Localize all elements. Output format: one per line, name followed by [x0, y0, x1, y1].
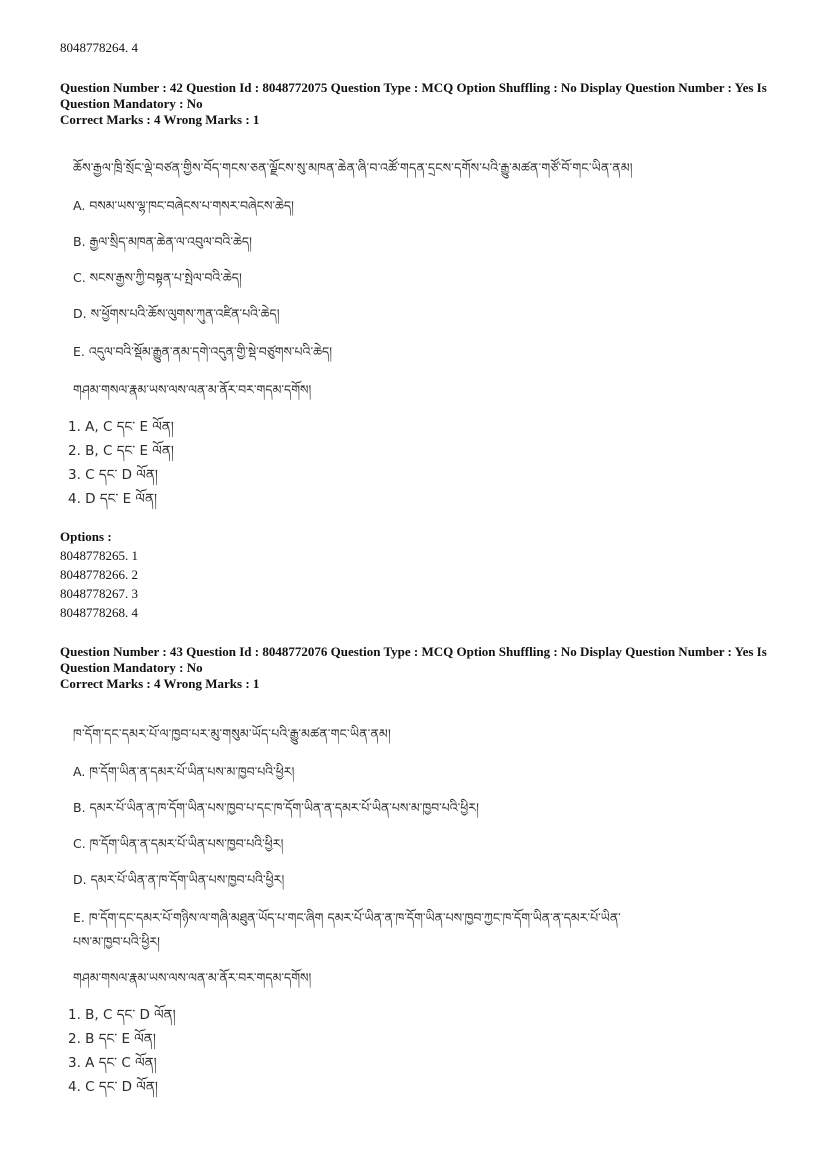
statement-b: B. རྒྱལ་སྲིད་མཁན་ཆེན་ལ་འབུལ་བའི་ཆེད།	[73, 234, 252, 249]
statement-a: A. ཁ་དོག་ཡིན་ན་དམར་པོ་ཡིན་པས་མ་ཁྱབ་པའི་ཕྱིར།	[73, 764, 295, 779]
statement-b: B. དམར་པོ་ཡིན་ན་ཁ་དོག་ཡིན་པས་ཁྱབ་པ་དང་ཁ་དོག་ཡིན་ན་དམར་པོ་ཡིན་པས་མ་ཁྱབ་པའི་ཕྱིར།	[73, 800, 479, 815]
statement-c: C. ཁ་དོག་ཡིན་ན་དམར་པོ་ཡིན་པས་ཁྱབ་པའི་ཕྱིར།	[73, 836, 284, 851]
answer-choice: 3. C དང་ D ལོན།	[68, 467, 158, 483]
option-id: 8048778266. 2	[60, 567, 138, 582]
answer-choice: 1. B, C དང་ D ལོན།	[68, 1007, 176, 1023]
question-header: Question Number : 43 Question Id : 8048772076 Question Type : MCQ Option Shuffling : No Display Question Number : Yes Is	[60, 644, 767, 659]
question-header: Question Number : 42 Question Id : 8048772075 Question Type : MCQ Option Shuffling : No Display Question Number : Yes Is	[60, 80, 767, 95]
answer-choice: 2. B དང་ E ལོན།	[68, 1031, 156, 1047]
instruction: གཤམ་གསལ་རྣམ་ཡས་ལས་ལན་མ་ནོར་བར་གདམ་དགོས།	[73, 970, 312, 985]
statement-c: C. སངས་རྒྱས་ཀྱི་བསྟན་པ་སྤེལ་བའི་ཆེད།	[73, 270, 242, 285]
answer-choice: 1. A, C དང་ E ལོན།	[68, 419, 174, 435]
marks-line: Correct Marks : 4 Wrong Marks : 1	[60, 112, 260, 127]
answer-choice: 4. D དང་ E ལོན།	[68, 491, 157, 507]
options-label: Options :	[60, 529, 112, 544]
option-id: 8048778265. 1	[60, 548, 138, 563]
statement-e: E. འདུལ་བའི་སྡོམ་རྒྱུན་ནམ་དགེ་འདུན་གྱི་སྡེ་བཙུགས་པའི་ཆེད།	[73, 344, 332, 359]
statement-e-continued: པས་མ་ཁྱབ་པའི་ཕྱིར།	[73, 934, 160, 949]
marks-line: Correct Marks : 4 Wrong Marks : 1	[60, 676, 260, 691]
statement-a: A. བསམ་ཡས་ལྷ་ཁང་བཞེངས་པ་གསར་བཞེངས་ཆེད།	[73, 198, 294, 213]
answer-choice: 2. B, C དང་ E ལོན།	[68, 443, 174, 459]
instruction: གཤམ་གསལ་རྣམ་ཡས་ལས་ལན་མ་ནོར་བར་གདམ་དགོས།	[73, 382, 312, 397]
page-id: 8048778264. 4	[60, 40, 138, 55]
statement-d: D. དམར་པོ་ཡིན་ན་ཁ་དོག་ཡིན་པས་ཁྱབ་པའི་ཕྱིར།	[73, 872, 285, 887]
question-prompt: ཁ་དོག་དང་དམར་པོ་ལ་ཁྱབ་པར་མུ་གསུམ་ཡོད་པའི་རྒྱུ་མཚན་གང་ཡིན་ནམ།	[73, 726, 391, 741]
option-id: 8048778268. 4	[60, 605, 138, 620]
question-prompt: ཆོས་རྒྱལ་ཁྲི་སྲོང་ལྡེ་བཙན་གྱིས་བོད་གངས་ཅན་ལྗོངས་སུ་མཁན་ཆེན་ཞི་བ་འཚོ་གདན་དྲངས་དགོས་པའི་རྒྱུ་མཚན་གཙོ་བོ་གང་ཡིན་ནམ།	[73, 160, 633, 175]
statement-d: D. ས་ཕྱོགས་པའི་ཆོས་ལུགས་ཀུན་འཛིན་པའི་ཆེད།	[73, 306, 280, 321]
option-id: 8048778267. 3	[60, 586, 138, 601]
answer-choice: 4. C དང་ D ལོན།	[68, 1079, 158, 1095]
answer-choice: 3. A དང་ C ལོན།	[68, 1055, 157, 1071]
question-header-continued: Question Mandatory : No	[60, 660, 203, 675]
question-header-continued: Question Mandatory : No	[60, 96, 203, 111]
statement-e: E. ཁ་དོག་དང་དམར་པོ་གཉིས་ལ་གཞི་མཐུན་ཡོད་པ་གང་ཞིག དམར་པོ་ཡིན་ན་ཁ་དོག་ཡིན་པས་ཁྱབ་ཀྱང་ཁ་དོག་ཡིན་ན་དམར་པོ་ཡིན་	[73, 910, 621, 925]
